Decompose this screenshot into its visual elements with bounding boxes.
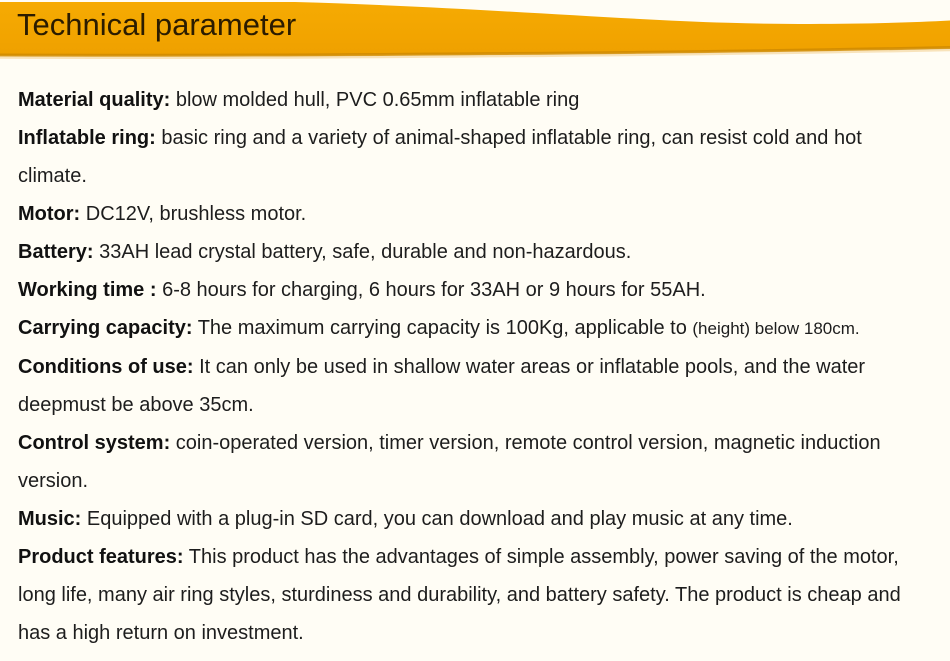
spec-text: coin-operated version, timer version, remote control version, magnetic induction version. <box>18 432 881 492</box>
spec-label: Material quality: <box>18 89 171 111</box>
spec-label: Conditions of use: <box>18 356 194 378</box>
spec-text: basic ring and a variety of animal-shaped inflatable ring, can resist cold and hot climate. <box>18 127 862 187</box>
spec-paragraph <box>18 538 922 652</box>
spec-paragraph <box>18 195 922 233</box>
spec-text: It can only be used in shallow water areas or inflatable pools, and the water deepmust be above 35cm. <box>18 356 866 416</box>
spec-paragraph <box>18 119 922 195</box>
spec-label: Music: <box>18 508 82 530</box>
spec-label: Control system: <box>18 432 171 454</box>
spec-text: DC12V, brushless motor. <box>80 203 307 225</box>
spec-list <box>0 60 950 652</box>
spec-text: This product has the advantages of simple assembly, power saving of the motor, long life, many air ring styles, sturdiness and durability, and battery safety. The product is cheap and has a high return on investment. <box>18 546 901 644</box>
spec-text: Equipped with a plug-in SD card, you can download and play music at any time. <box>81 508 793 530</box>
spec-label: Battery: <box>18 241 94 263</box>
header-banner <box>0 0 950 60</box>
spec-label: Product features: <box>18 546 184 568</box>
spec-label: Working time : <box>18 279 157 301</box>
spec-label: Carrying capacity: <box>18 317 193 339</box>
spec-paragraph <box>18 348 922 424</box>
page-title: Technical parameter <box>17 7 297 42</box>
spec-paragraph <box>18 309 922 348</box>
spec-paragraph <box>18 81 922 119</box>
spec-text: 6-8 hours for charging, 6 hours for 33AH or 9 hours for 55AH. <box>156 279 706 301</box>
spec-text-small: (height) below 180cm. <box>692 319 860 338</box>
spec-paragraph <box>18 233 922 271</box>
spec-paragraph <box>18 424 922 500</box>
spec-label: Inflatable ring: <box>18 127 156 149</box>
spec-text: 33AH lead crystal battery, safe, durable and non-hazardous. <box>93 241 632 263</box>
spec-paragraph <box>18 500 922 538</box>
spec-text: The maximum carrying capacity is 100Kg, applicable to <box>192 317 693 339</box>
spec-label: Motor: <box>18 203 81 225</box>
spec-paragraph <box>18 271 922 309</box>
spec-text: blow molded hull, PVC 0.65mm inflatable ring <box>170 89 580 111</box>
